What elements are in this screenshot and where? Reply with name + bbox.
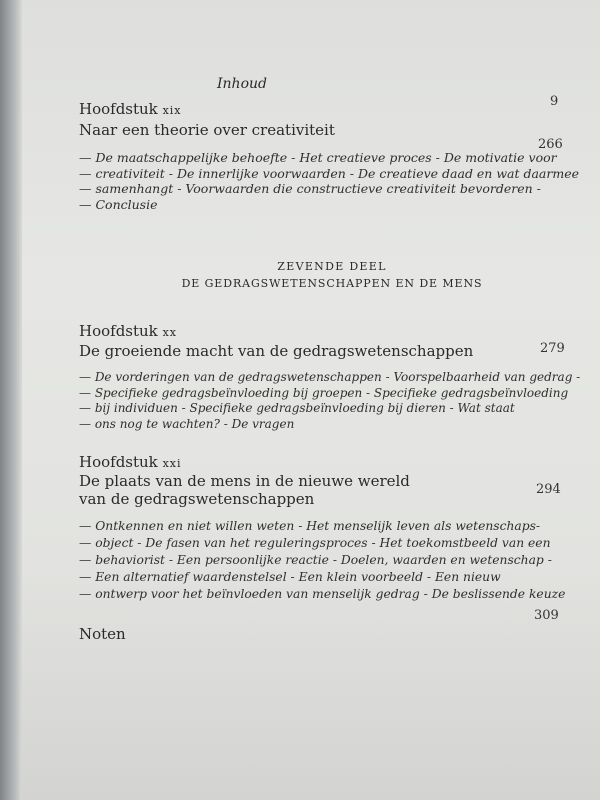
summary-line: — creativiteit - De innerlijke voorwaarden - De creatieve daad en wat daarmee (79, 165, 580, 181)
summary-line: — samenhangt - Voorwaarden die constructieve creativiteit bevorderen - (79, 181, 541, 196)
page-number: 9 (550, 94, 559, 109)
chapter-page-number: 266 (538, 137, 563, 152)
chapter-heading (79, 322, 177, 340)
chapter-summary (79, 370, 580, 432)
summary-line: — object - De fasen van het reguleringsproces - Het toekomstbeeld van een (79, 536, 551, 550)
summary-line: — Specifieke gedragsbeïnvloeding bij groepen - Specifieke gedragsbeïnvloeding (79, 385, 569, 400)
summary-line: — behaviorist - Een persoonlijke reactie - Doelen, waarden en wetenschap - (79, 553, 552, 567)
chapter-page-number: 294 (536, 482, 561, 497)
part-title: ZEVENDE DEEL (277, 260, 387, 273)
book-spine (0, 0, 22, 800)
chapter-summary (79, 518, 565, 603)
chapter-title: Naar een theorie over creativiteit (79, 121, 335, 139)
chapter-label: Hoofdstuk (79, 100, 158, 118)
notes-label: Noten (79, 625, 126, 643)
summary-line: — ontwerp voor het beïnvloeden van menselijk gedrag - De beslissende keuze (79, 587, 566, 601)
chapter-summary (79, 150, 579, 212)
summary-line: — bij individuen - Specifieke gedragsbeïnvloeding bij dieren - Wat staat (79, 401, 515, 415)
summary-line: — De maatschappelijke behoefte - Het creatieve proces - De motivatie voor (79, 150, 557, 165)
chapter-label: Hoofdstuk (79, 322, 158, 340)
running-header: Inhoud (217, 76, 267, 92)
part-subtitle: DE GEDRAGSWETENSCHAPPEN EN DE MENS (181, 277, 483, 290)
chapter-page-number: 279 (540, 341, 565, 356)
summary-line: — Een alternatief waardenstelsel - Een klein voorbeeld - Een nieuw (79, 570, 501, 584)
chapter-title: De groeiende macht van de gedragswetenschappen (79, 342, 474, 360)
chapter-numeral: xxi (162, 457, 182, 470)
chapter-label: Hoofdstuk (79, 453, 158, 471)
summary-line: — ons nog te wachten? - De vragen (79, 416, 295, 431)
summary-line: — De vorderingen van de gedragswetenschappen - Voorspelbaarheid van gedrag - (79, 370, 581, 384)
book-page (22, 0, 600, 800)
chapter-heading (79, 100, 182, 118)
chapter-title-line: van de gedragswetenschappen (79, 490, 315, 508)
chapter-numeral: xx (162, 326, 177, 339)
notes-page-number: 309 (534, 608, 559, 623)
summary-line: — Ontkennen en niet willen weten - Het menselijk leven als wetenschaps- (79, 519, 541, 533)
chapter-heading (79, 453, 182, 471)
chapter-title-line: De plaats van de mens in de nieuwe wereld (79, 472, 410, 490)
chapter-numeral: xix (162, 104, 182, 117)
summary-line: — Conclusie (79, 196, 158, 212)
